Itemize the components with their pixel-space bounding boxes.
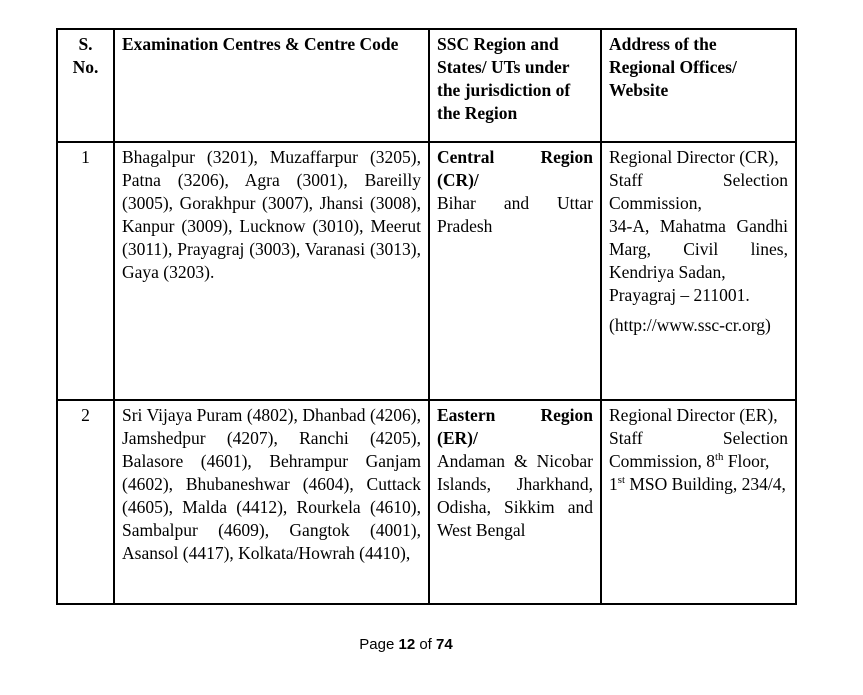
table-row [57, 400, 796, 604]
header-address: Address of the Regional Offices/ Website [601, 29, 796, 142]
footer-word-of: of [419, 636, 432, 653]
table-row [57, 142, 796, 400]
header-ssc-region: SSC Region and States/ UTs under the jurisdiction of the Region [429, 29, 601, 142]
header-exam-centres: Examination Centres & Centre Code [114, 29, 429, 142]
table-header-row [57, 29, 796, 142]
footer-total-pages: 74 [436, 636, 453, 653]
cell-exam-centres: Sri Vijaya Puram (4802), Dhanbad (4206), Jamshedpur (4207), Ranchi (4205), Balasore (4601), Behrampur Ganjam (4602), Bhubaneshwar (4604), Cuttack (4605), Malda (4412), Rourkela (4610), Sambalpur (4609), Gangtok (4001), Asansol (4417), Kolkata/Howrah (4410), [114, 400, 429, 604]
cell-ssc-region [429, 142, 601, 400]
cell-serial-number: 2 [57, 400, 114, 604]
website-text: (http://www.ssc-cr.org) [609, 315, 771, 335]
header-serial-number: S. No. [57, 29, 114, 142]
region-states: Andaman & Nicobar Islands, Jharkhand, Odisha, Sikkim and West Bengal [437, 451, 593, 540]
footer-word-page: Page [359, 636, 395, 653]
footer-current-page: 12 [398, 636, 416, 653]
address-text: Regional Director (CR), Staff Selection Commission, 34-A, Mahatma Gandhi Marg, Civil lines, Kendriya Sadan, Prayagraj – 211001. [609, 147, 788, 305]
region-name: Eastern Region (ER)/ [437, 405, 593, 448]
region-name: Central Region (CR)/ [437, 147, 593, 190]
region-states: Bihar and Uttar Pradesh [437, 193, 593, 236]
cell-exam-centres: Bhagalpur (3201), Muzaffarpur (3205), Patna (3206), Agra (3001), Bareilly (3005), Gorakhpur (3007), Jhansi (3008), Kanpur (3009), Lucknow (3010), Meerut (3011), Prayagraj (3003), Varanasi (3013), Gaya (3203). [114, 142, 429, 400]
address-text: Regional Director (ER), Staff Selection Commission, 8th Floor, 1st MSO Building, 234/4, [609, 405, 788, 494]
page-footer [56, 636, 756, 653]
cell-address [601, 142, 796, 400]
cell-address [601, 400, 796, 604]
cell-ssc-region [429, 400, 601, 604]
cell-serial-number: 1 [57, 142, 114, 400]
exam-centres-table [56, 28, 797, 605]
